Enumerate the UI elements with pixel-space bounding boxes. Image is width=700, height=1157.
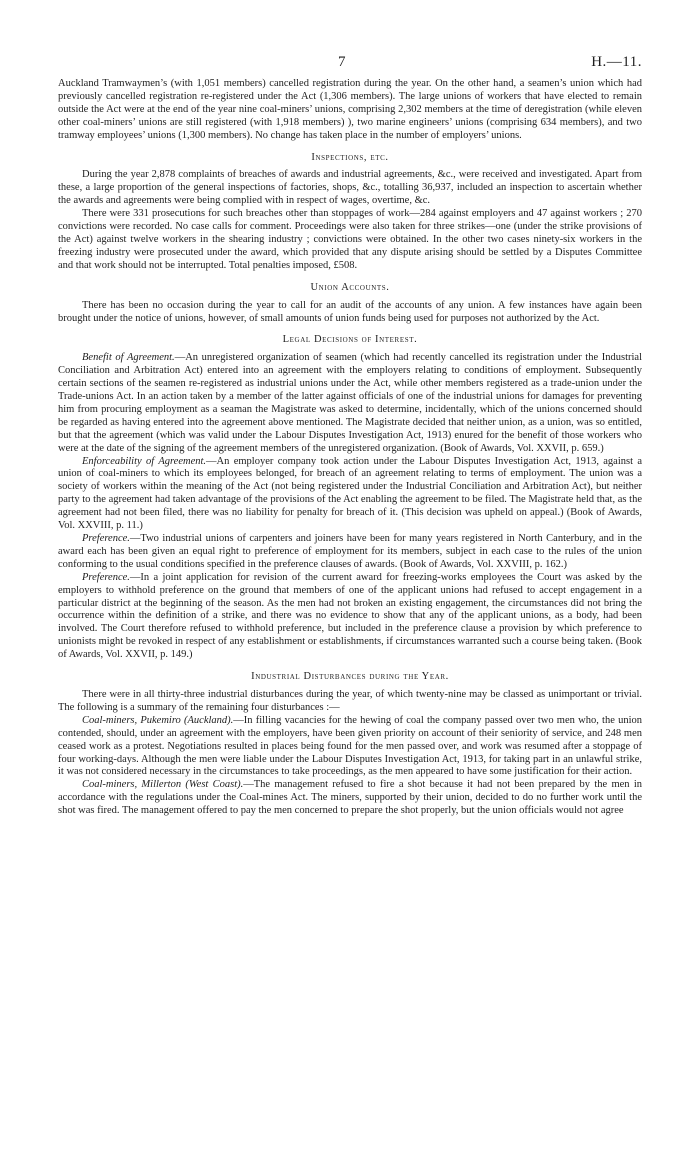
- inspections-paragraph-1: During the year 2,878 complaints of breaches of awards and industrial agreements, &c., were received and investigated. Apart from these, a large proportion of the general inspections of factories, shops, &c., totalling 36,937, included an inspection to ascertain whether the awards and agreements were being complied with in respect of wages, overtime, &c.: [58, 169, 642, 207]
- section-heading-inspections: Inspections, etc.: [311, 151, 389, 163]
- legal-item-enforceability: [58, 456, 642, 533]
- legal-item-preference-2: [58, 572, 642, 662]
- page-header: [58, 56, 642, 78]
- inspections-paragraph-2: There were 331 prosecutions for such breaches other than stoppages of work—284 against employers and 47 against workers ; 270 convictions were recorded. No case calls for comment. Proceedings were also taken for three strikes—one (under the strike provisions of the Act) against twelve workers in the shearing industry ; convictions were obtained. In the other two cases ninety-six workers in the freezing industry were prosecuted under the award, which provided that any dispute arising should be settled by a Disputes Committee and that work should not be interrupted. Total penalties imposed, £508.: [58, 208, 642, 271]
- legal-item-text: —An employer company took action under the Labour Disputes Investigation Act, 1913, against a union of coal-miners to which its employees belonged, for breach of an agreement relating to terms of employment. The union was a society of workers within the meaning of the Act (not being registered under the Industrial Conciliation and Arbitration Act), but neither party to the agreement had taken advantage of the provisions of the Act enabling the agreement to be filed. The Magistrate held that, as the agreement had not been filed, there was no liability for penalty for breach of it. (This decision was upheld on appeal.) (Book of Awards, Vol. XXVIII, p. 11.): [58, 455, 643, 532]
- document-reference: H.—11.: [591, 54, 642, 70]
- legal-item-benefit: [58, 352, 642, 455]
- section-heading-legal-decisions: Legal Decisions of Interest.: [282, 334, 418, 346]
- legal-item-title: Benefit of Agreement.: [82, 352, 175, 364]
- legal-item-title: Enforceability of Agreement.: [82, 455, 207, 467]
- legal-item-text: —Two industrial unions of carpenters and joiners have been for many years registered in North Canterbury, and in the award each has been given an equal right to preference of employment for its members, subject in each case to the rules of the union conforming to the usual conditions specified in the preference clauses of awards. (Book of Awards, Vol. XXVIII, p. 162.): [58, 533, 642, 570]
- legal-item-title: Preference.: [82, 533, 130, 544]
- disturbance-item-millerton: [58, 779, 642, 818]
- disturbance-item-pukemiro: [58, 715, 642, 780]
- legal-item-text: —An unregistered organization of seamen (which had recently cancelled its registration under the Industrial Conciliation and Arbitration Act) entered into an agreement with the employers relating to conditions of employment. Subsequently certain sections of the seamen re-registered as industrial unions under the Act, while other members registered as a trade-union under the Trade-unions Act. In an action taken by a member of the latter against officials of one of the industrial unions for damages for preventing him from procuring employment as a seaman the Magistrate was asked to determine, incidentally, which of the unions concerned should be regarded as having entered into the agreement above mentioned. The Magistrate decided that neither union, as a union, was so entitled, but that the agreement (which was valid under the Labour Disputes Investigation Act, 1913) enured for the benefit of those workers who were at the date of the signing of the agreement members of the unregistered organization. (Book of Awards, Vol. XXVII, p. 659.): [58, 352, 643, 454]
- intro-paragraph: Auckland Tramwaymen’s (with 1,051 members) cancelled registration during the year. On the other hand, a seamen’s union which had previously cancelled registration re-registered under the Act (1,306 members). The large unions of workers that have elected to remain outside the Act were at the end of the year nine coal-miners’ unions, comprising 2,302 members at the time of deregistration (while eleven other coal-miners’ unions are still registered (with 1,918 members) ), two marine engineers’ unions (comprising 634 members), and two tramway employees’ unions (1,300 members). No change has taken place in the number of employers’ unions.: [58, 78, 642, 141]
- section-heading-disturbances: Industrial Disturbances during the Year.: [251, 671, 449, 683]
- disturbances-intro: There were in all thirty-three industrial disturbances during the year, of which twenty-nine may be classed as unimportant or trivial. The following is a summary of the remaining four disturbances :—: [58, 688, 642, 713]
- legal-item-title: Preference.: [82, 571, 130, 583]
- disturbance-item-title: Coal-miners, Pukemiro (Auckland).: [82, 714, 234, 726]
- disturbance-item-text: —In filling vacancies for the hewing of coal the company passed over two men who, the union contended, should, under an agreement with the employers, have been given priority on account of their seniority of service, and 248 men ceased work as a protest. Negotiations resulted in places being found for the men passed over, and work was resumed after a stoppage of four working-days. Although the men were liable under the Labour Disputes Investigation Act, 1913, for taking part in an unlawful strike, it was not considered necessary in the circumstances to take proceedings, as the men appeared to have some justification for their action.: [58, 714, 643, 778]
- disturbance-item-text: —The management refused to fire a shot because it had not been prepared by the men in accordance with the regulations under the Coal-mines Act. The miners, supported by their union, decided to do no further work until the shot was fired. The management offered to pay the men concerned to prepare the shot properly, but the union officials would not agree: [58, 779, 643, 817]
- union-accounts-paragraph: There has been no occasion during the year to call for an audit of the accounts of any union. A few instances have again been brought under the notice of unions, however, of small amounts of union funds being used for purposes not authorized by the Act.: [58, 299, 642, 324]
- disturbance-item-title: Coal-miners, Millerton (West Coast).: [82, 779, 244, 791]
- legal-item-preference-1: [58, 533, 642, 572]
- legal-item-text: —In a joint application for revision of the current award for freezing-works employees the Court was asked by the employers to withhold preference on the ground that members of one of the applicant unions had refused to accept engagement in a particular district at the beginning of the season. As the men had not broken an existing engagement, the circumstances did not bring the occurrence within the definition of a strike, and there was no evidence to show that any of the applicant unions, as a body, had been involved. The Court therefore refused to withhold preference, but included in the preference clause a provision by which preference to unionists might be revoked in respect of any establishment or establishments, if circumstances warranted such a course being taken. (Book of Awards, Vol. XXVII, p. 149.): [58, 571, 642, 661]
- page-number: 7: [338, 54, 346, 70]
- section-heading-union-accounts: Union Accounts.: [310, 281, 390, 293]
